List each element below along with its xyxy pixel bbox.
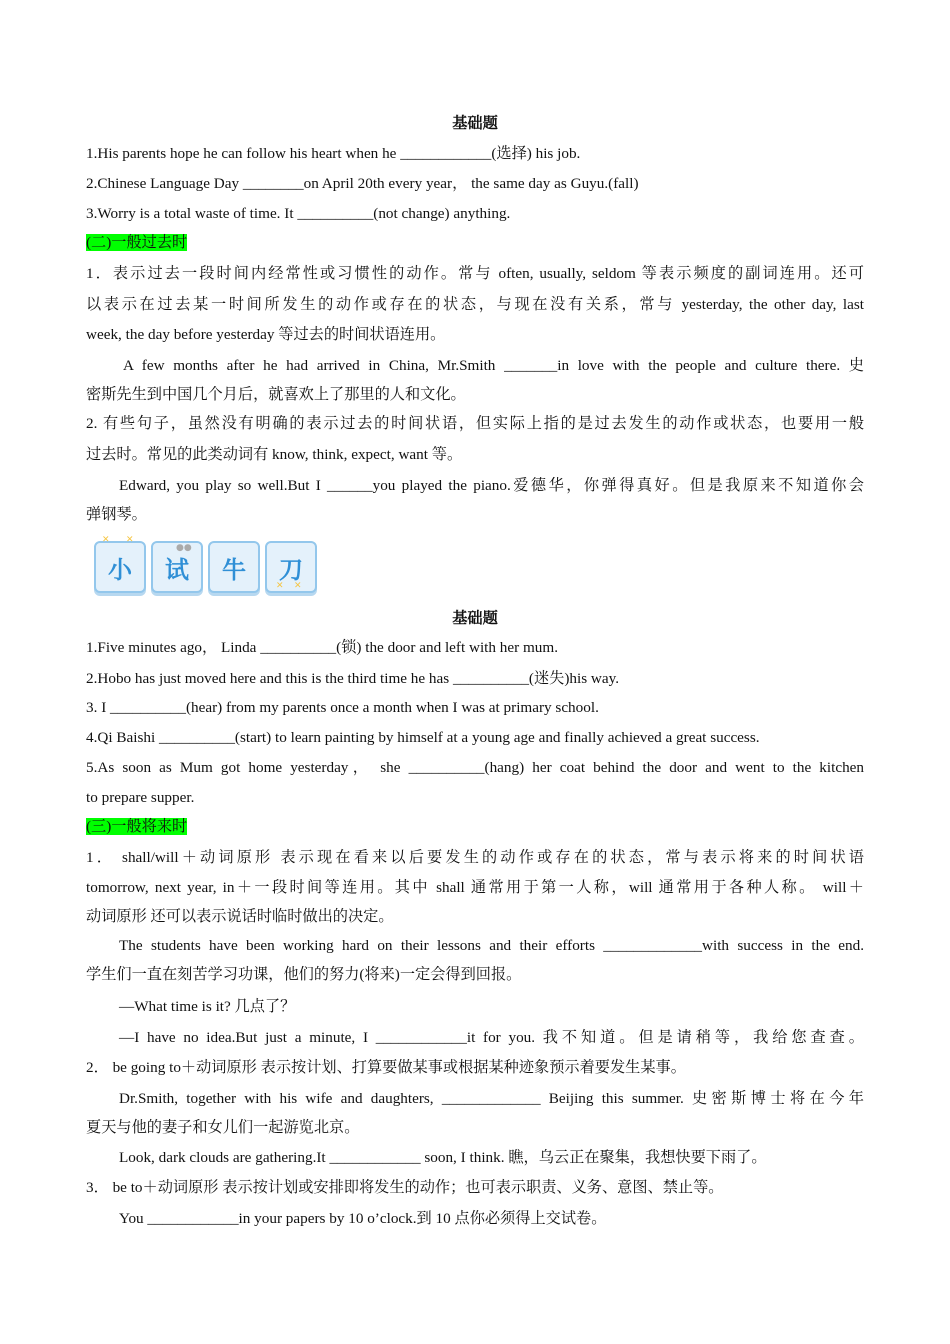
sparkle-icon: ✕ <box>294 581 302 591</box>
exercise-item: 5.As soon as Mum got home yesterday， she __________(hang) her coat behind the door and went to the kitchen <box>86 759 864 776</box>
example-sentence: 密斯先生到中国几个月后，就喜欢上了那里的人和文化。 <box>86 386 466 403</box>
example-sentence: Look, dark clouds are gathering.It ____________ soon, I think. 瞧，乌云正在聚集，我想快要下雨了。 <box>119 1149 767 1166</box>
badge-niu: 牛 <box>208 541 260 593</box>
badge-dao: 刀 <box>265 541 317 593</box>
rule-text: 以表示在过去某一时间所发生的动作或存在的状态，与现在没有关系，常与 yesterday, the other day, last <box>86 296 864 313</box>
exercise-item: 2.Chinese Language Day ________on April 20th every year， the same day as Guyu.(fall) <box>86 175 639 192</box>
badge-shi: 试 <box>151 541 203 593</box>
section-heading: 基础题 <box>452 610 498 627</box>
rule-text: 1．表示过去一段时间内经常性或习惯性的动作。常与 often, usually, seldom 等表示频度的副词连用。还可 <box>86 265 864 282</box>
rule-text: 过去时。常见的此类动词有 know, think, expect, want 等。 <box>86 446 463 463</box>
section-heading: 基础题 <box>452 115 498 132</box>
example-sentence: 夏天与他的妻子和女儿们一起游览北京。 <box>86 1119 360 1136</box>
dot-icon: ●● <box>176 543 192 553</box>
rule-text: 1． shall/will＋动词原形 表示现在看来以后要发生的动作或存在的状态，常与表示将来的时间状语 <box>86 849 864 866</box>
example-sentence: A few months after he had arrived in China, Mr.Smith _______in love with the people and culture there. 史 <box>123 357 864 374</box>
exercise-item: 1.His parents hope he can follow his heart when he ____________(选择) his job. <box>86 145 581 162</box>
practice-banner <box>94 535 324 593</box>
example-sentence: 弹钢琴。 <box>86 506 147 523</box>
rule-text: 2． be going to＋动词原形 表示按计划、打算要做某事或根据某种迹象预示着要发生某事。 <box>86 1059 686 1076</box>
badge-xiao: 小 <box>94 541 146 593</box>
exercise-item: 3.Worry is a total waste of time. It __________(not change) anything. <box>86 205 511 222</box>
highlighted-title: (三)一般将来时 <box>86 818 188 835</box>
dialogue-line: —I have no idea.But just a minute, I ____________it for you. 我不知道。但是请稍等，我给您查查。 <box>119 1029 864 1046</box>
sparkle-icon: ✕ <box>276 581 284 591</box>
exercise-item: 3. I __________(hear) from my parents once a month when I was at primary school. <box>86 699 599 716</box>
exercise-item: to prepare supper. <box>86 789 195 806</box>
exercise-item: 4.Qi Baishi __________(start) to learn painting by himself at a young age and finally achieved a great success. <box>86 729 760 746</box>
sparkle-icon: ✕ <box>102 535 110 545</box>
dialogue-line: —What time is it? 几点了？ <box>119 998 296 1015</box>
highlighted-title: (二)一般过去时 <box>86 234 188 251</box>
rule-text: 2. 有些句子，虽然没有明确的表示过去的时间状语，但实际上指的是过去发生的动作或状态，也要用一般 <box>86 415 864 432</box>
example-sentence: Edward, you play so well.But I ______you played the piano.爱德华，你弹得真好。但是我原来不知道你会 <box>119 477 864 494</box>
rule-text: tomorrow, next year, in＋一段时间等连用。其中 shall 通常用于第一人称，will 通常用于各种人称。 will＋ <box>86 879 864 896</box>
example-sentence: The students have been working hard on their lessons and their efforts _____________with success in the end. <box>119 937 864 954</box>
example-sentence: You ____________in your papers by 10 o’clock.到 10 点你必须得上交试卷。 <box>119 1210 607 1227</box>
exercise-item: 2.Hobo has just moved here and this is the third time he has __________(迷失)his way. <box>86 670 620 687</box>
exercise-item: 1.Five minutes ago， Linda __________(锁) the door and left with her mum. <box>86 639 558 656</box>
rule-text: week, the day before yesterday 等过去的时间状语连用。 <box>86 326 446 343</box>
rule-text: 3． be to＋动词原形 表示按计划或安排即将发生的动作；也可表示职责、义务、意图、禁止等。 <box>86 1179 724 1196</box>
example-sentence: Dr.Smith, together with his wife and daughters, _____________ Beijing this summer. 史密斯博士将在今年 <box>119 1090 864 1107</box>
section-title <box>86 233 864 253</box>
sparkle-icon: ✕ <box>126 535 134 545</box>
example-sentence: 学生们一直在刻苦学习功课，他们的努力(将来)一定会得到回报。 <box>86 966 522 983</box>
section-title <box>86 817 864 837</box>
rule-text: 动词原形 还可以表示说话时临时做出的决定。 <box>86 908 394 925</box>
